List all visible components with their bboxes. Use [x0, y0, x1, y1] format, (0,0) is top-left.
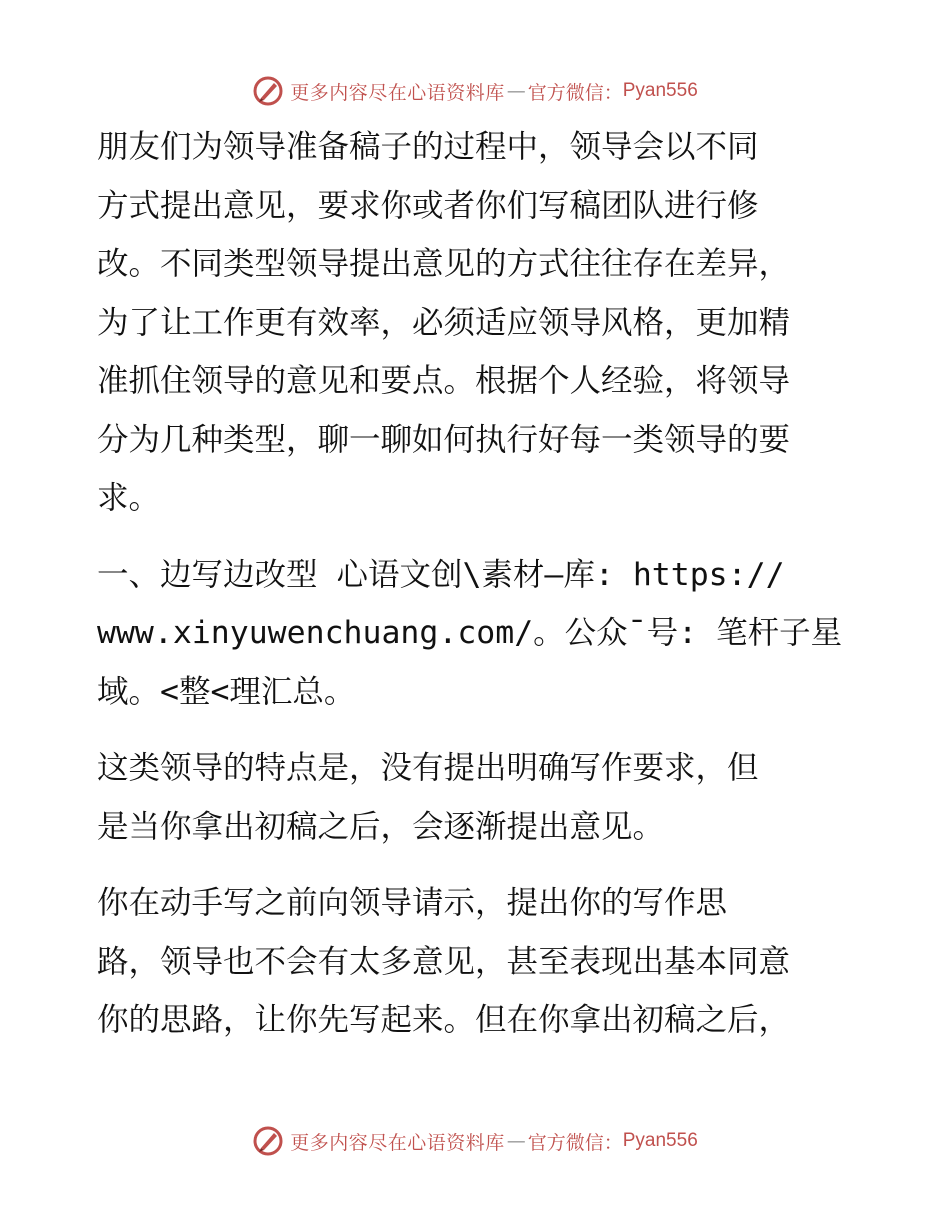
text-line: 你的思路，让你先写起来。但在你拿出初稿之后， [97, 1002, 791, 1038]
paragraph-section-heading [97, 546, 857, 722]
text-line: 这类领导的特点是，没有提出明确写作要求，但 [97, 750, 759, 786]
footer-watermark-banner [0, 1121, 950, 1161]
document-body [97, 118, 857, 1050]
paragraph-characteristics [97, 739, 857, 856]
text-line: 分为几种类型，聊一聊如何执行好每一类领导的要 [97, 421, 791, 458]
banner-dash: — [506, 80, 526, 102]
banner-contact-label: 官方微信： [527, 1131, 623, 1154]
pen-logo-icon [252, 75, 284, 107]
banner-dash: — [506, 1130, 526, 1152]
text-line: 准抓住领导的意见和要点。根据个人经验，将领导 [97, 363, 791, 399]
banner-text: 更多内容尽在心语资料库 [290, 1131, 505, 1154]
text-line: 为了让工作更有效率，必须适应领导风格，更加精 [97, 304, 791, 341]
text-line: 朋友们为领导准备稿子的过程中，领导会以不同 [97, 129, 759, 165]
text-line: www.xinyuwenchuang.com/。公众¯号: 笔杆子星 [97, 615, 843, 651]
banner-contact-label: 官方微信： [527, 81, 623, 104]
text-line: 你在动手写之前向领导请示，提出你的写作思 [97, 885, 728, 921]
text-line: 改。不同类型领导提出意见的方式往往存在差异， [97, 246, 791, 282]
banner-contact-id: Pyan556 [622, 1130, 698, 1151]
paragraph-approach [97, 874, 857, 1050]
pen-logo-icon [252, 1125, 284, 1157]
banner-contact-id: Pyan556 [622, 80, 698, 101]
paragraph-intro [97, 118, 857, 528]
text-line: 求。 [97, 480, 161, 516]
text-line: 一、边写边改型 心语文创\素材—库: https:// [97, 556, 785, 593]
text-line: 域。<整<理汇总。 [97, 673, 356, 710]
text-line: 是当你拿出初稿之后，会逐渐提出意见。 [97, 808, 665, 845]
header-watermark-banner [0, 71, 950, 111]
text-line: 方式提出意见，要求你或者你们写稿团队进行修 [97, 187, 759, 224]
banner-text: 更多内容尽在心语资料库 [290, 81, 505, 104]
text-line: 路，领导也不会有太多意见，甚至表现出基本同意 [97, 943, 791, 980]
